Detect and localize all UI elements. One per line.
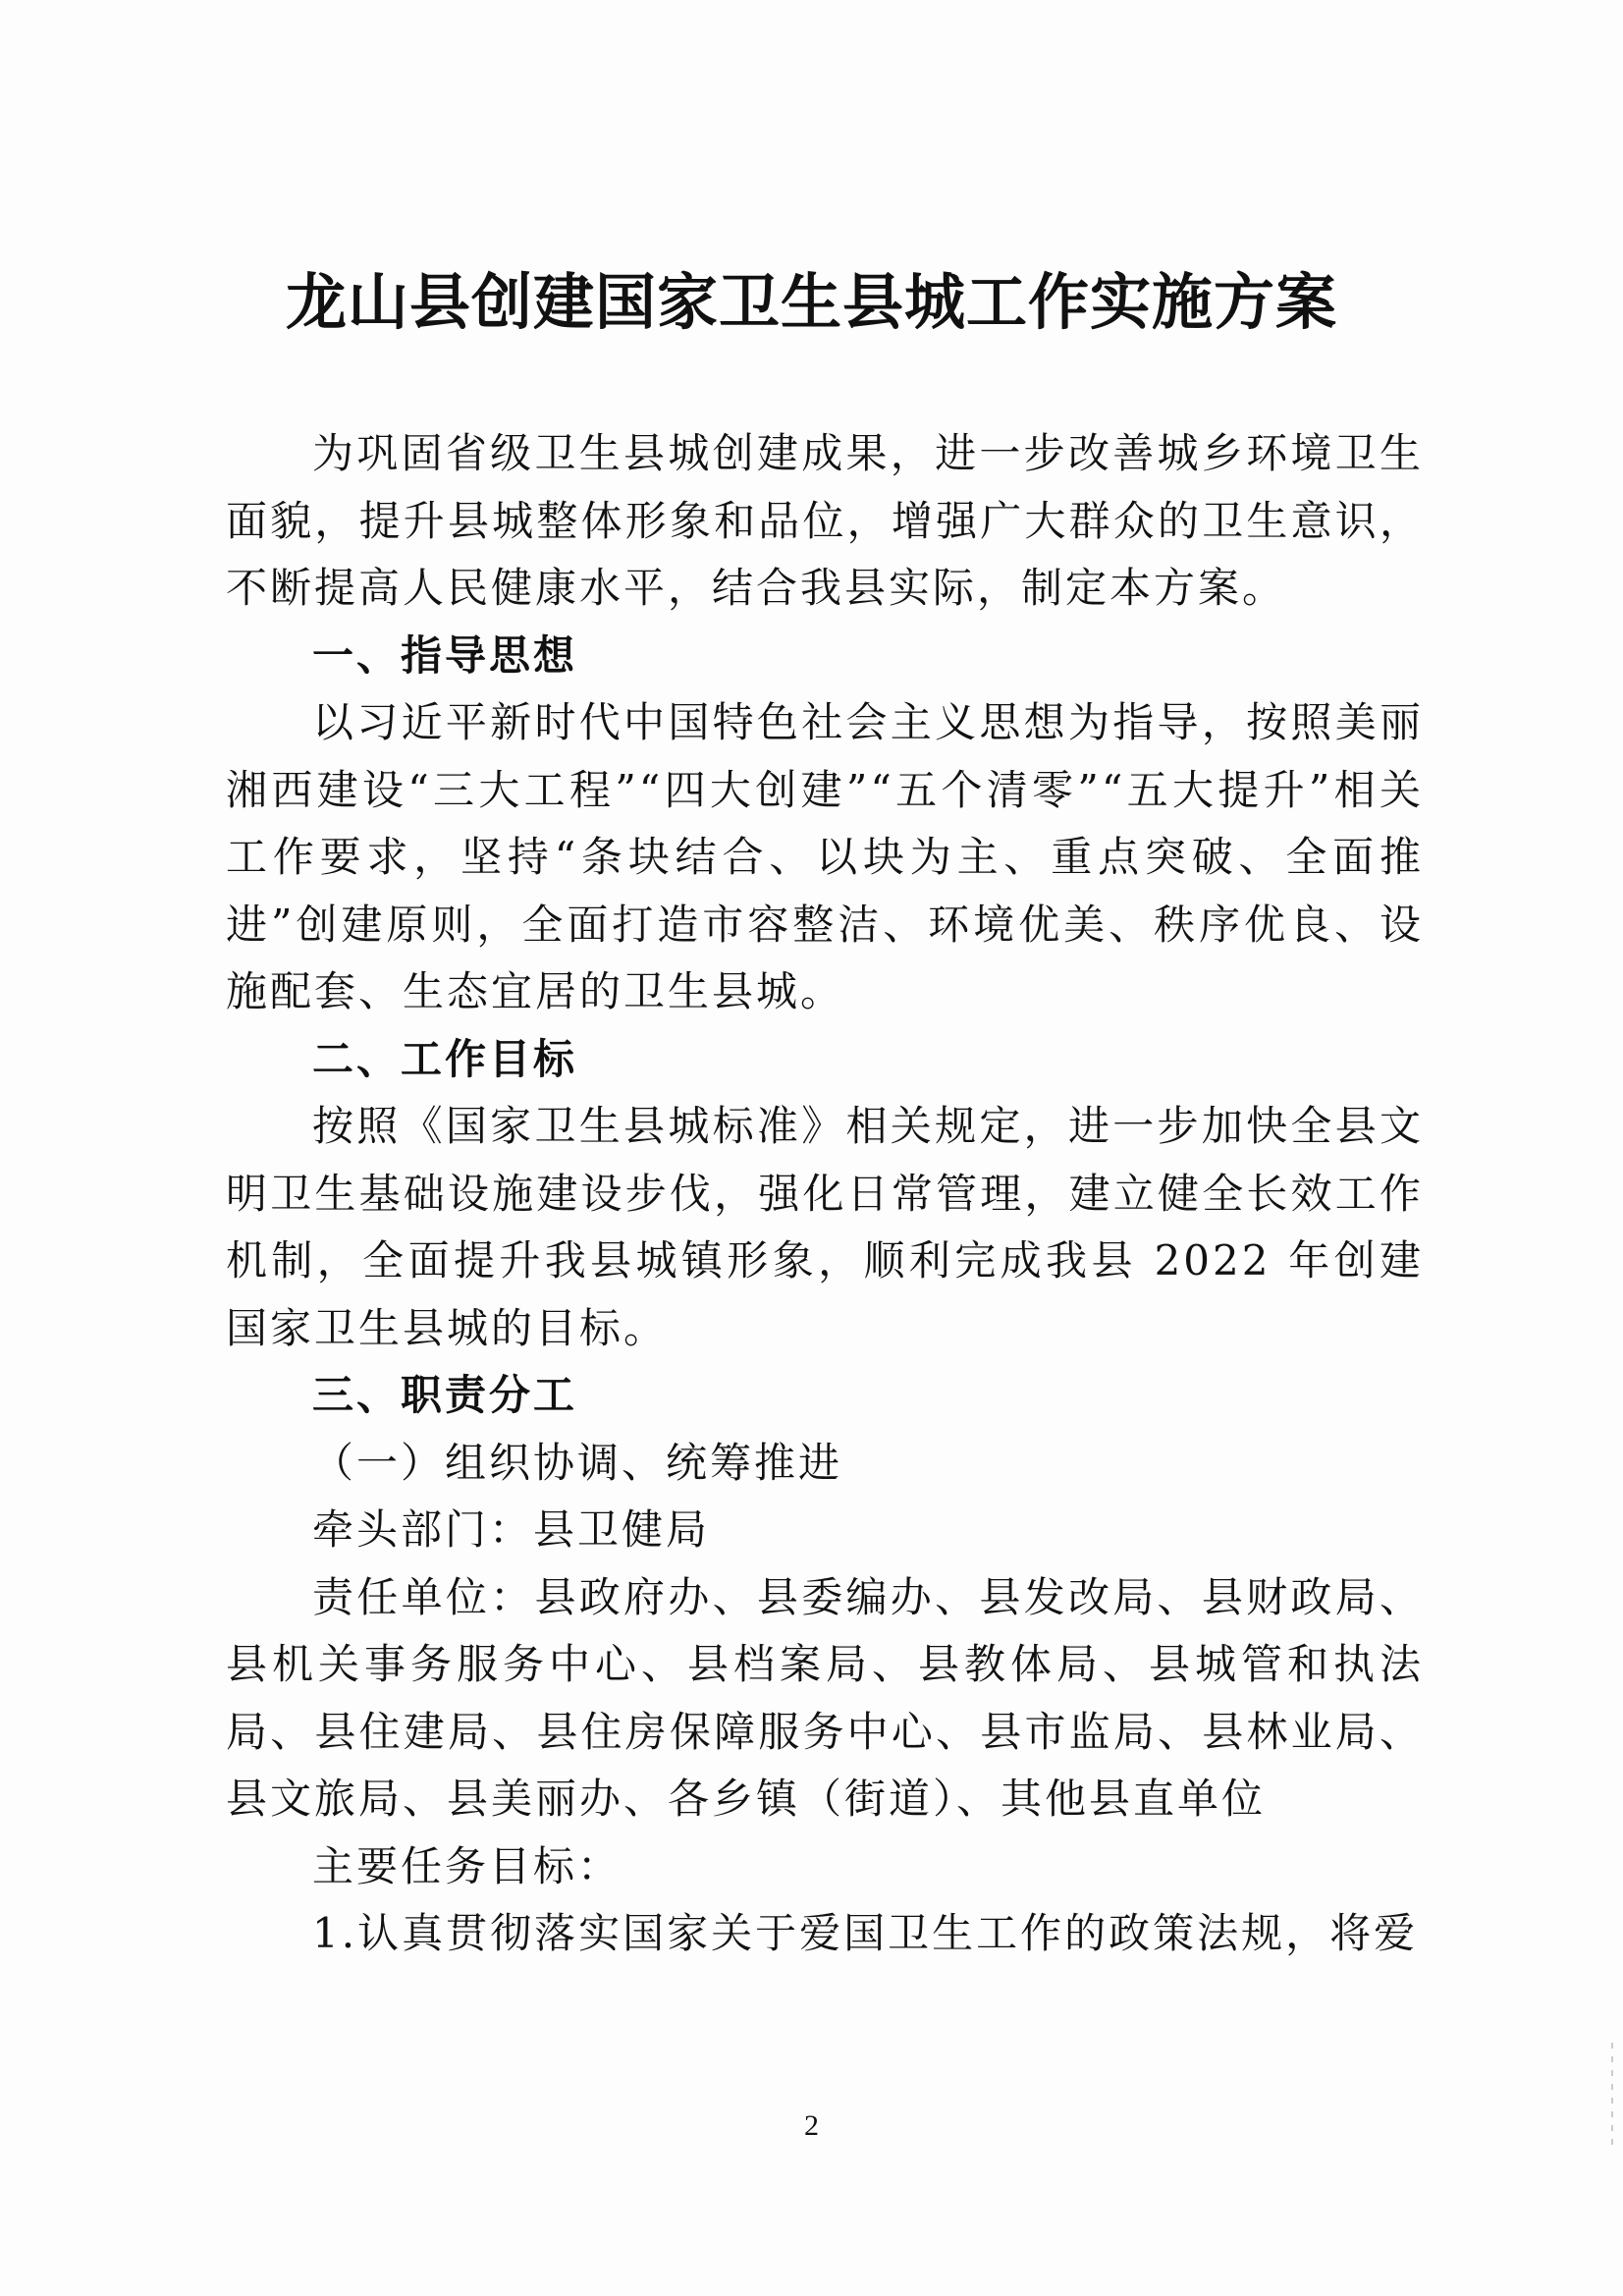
main-tasks-heading: 主要任务目标： bbox=[312, 1841, 622, 1890]
section-heading-guiding-ideology: 一、指导思想 bbox=[312, 630, 578, 680]
page-number: 2 bbox=[804, 2109, 819, 2142]
document-body bbox=[226, 420, 1424, 1968]
lead-department-line: 牵头部门：县卫健局 bbox=[312, 1505, 711, 1554]
task-item-1: 1.认真贯彻落实国家关于爱国卫生工作的政策法规，将爱 bbox=[312, 1909, 1419, 1957]
section-heading-responsibilities: 三、职责分工 bbox=[312, 1371, 578, 1419]
responsible-units-paragraph: 责任单位：县政府办、县委编办、县发改局、县财政局、县机关事务服务中心、县档案局、县教体局、县城管和执法局、县住建局、县住房保障服务中心、县市监局、县林业局、县文旅局、县美丽办、各乡镇（街道）、其他县直单位 bbox=[226, 1572, 1424, 1823]
guiding-ideology-paragraph: 以习近平新时代中国特色社会主义思想为指导，按照美丽湘西建设“三大工程”“四大创建”“五个清零”“五大提升”相关工作要求，坚持“条块结合、以块为主、重点突破、全面推进”创建原则，全面打造市容整洁、环境优美、秩序优良、设施配套、生态宜居的卫生县城。 bbox=[226, 698, 1424, 1015]
document-title: 龙山县创建国家卫生县城工作实施方案 bbox=[285, 266, 1337, 338]
scan-edge-mark bbox=[1611, 2043, 1613, 2151]
section-heading-work-goals: 二、工作目标 bbox=[312, 1034, 578, 1083]
work-goals-paragraph: 按照《国家卫生县城标准》相关规定，进一步加快全县文明卫生基础设施建设步伐，强化日常管理，建立健全长效工作机制，全面提升我县城镇形象，顺利完成我县 2022 年创建国家卫生县城的目标。 bbox=[226, 1102, 1424, 1352]
subsection-heading-coordination: （一）组织协调、统筹推进 bbox=[312, 1438, 843, 1487]
intro-paragraph: 为巩固省级卫生县城创建成果，进一步改善城乡环境卫生面貌，提升县城整体形象和品位，增强广大群众的卫生意识，不断提高人民健康水平，结合我县实际，制定本方案。 bbox=[226, 429, 1424, 612]
